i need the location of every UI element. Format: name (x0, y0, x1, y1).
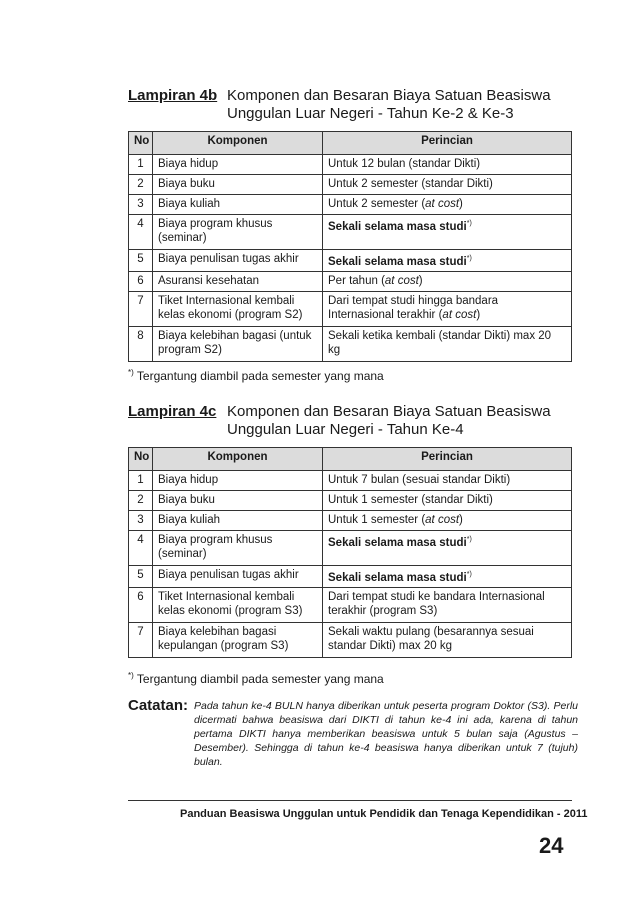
footnote-mark: *) (128, 671, 134, 680)
table-row (129, 250, 572, 272)
row-komponen: Biaya buku (153, 491, 323, 511)
row-komponen: Tiket Internasional kembali kelas ekonomi (program S3) (153, 587, 323, 622)
table-row (129, 155, 572, 175)
footnote (128, 671, 384, 686)
perincian-bold: Sekali selama masa studi (328, 220, 467, 233)
perincian-italic: at cost (425, 514, 460, 526)
table-row (129, 622, 572, 657)
row-komponen: Biaya hidup (153, 155, 323, 175)
perincian-text: Untuk 1 semester ( (328, 514, 426, 526)
row-number: 1 (129, 155, 153, 175)
section-title-line: Unggulan Luar Negeri - Tahun Ke-4 (227, 421, 464, 438)
footnote-mark: *) (466, 220, 472, 227)
header-no: No (129, 448, 153, 471)
row-komponen: Biaya kelebihan bagasi kepulangan (program S3) (153, 622, 323, 657)
row-perincian (323, 215, 572, 250)
row-komponen: Biaya hidup (153, 471, 323, 491)
table-header-row (129, 132, 572, 155)
row-komponen: Asuransi kesehatan (153, 271, 323, 291)
row-number: 3 (129, 511, 153, 531)
footnote-text: Tergantung diambil pada semester yang mana (133, 672, 384, 686)
section-title-line: Komponen dan Besaran Biaya Satuan Beasiswa (227, 403, 551, 420)
row-perincian (323, 291, 572, 326)
row-number: 7 (129, 291, 153, 326)
row-komponen: Biaya kuliah (153, 511, 323, 531)
page-number: 24 (539, 833, 564, 858)
perincian-italic: at cost (442, 308, 477, 321)
row-perincian: Sekali ketika kembali (standar Dikti) max 20 kg (323, 326, 572, 361)
row-number: 1 (129, 471, 153, 491)
table-row (129, 587, 572, 622)
section-label: Lampiran 4c (128, 403, 217, 420)
perincian-text: Per tahun ( (328, 274, 385, 287)
row-perincian (323, 511, 572, 531)
row-perincian (323, 195, 572, 215)
perincian-italic: at cost (425, 198, 460, 210)
row-perincian (323, 271, 572, 291)
perincian-text: Dari tempat studi hingga bandara Internasional terakhir ( (328, 294, 499, 321)
row-perincian: Untuk 7 bulan (sesuai standar Dikti) (323, 471, 572, 491)
footnote-text: Tergantung diambil pada semester yang mana (133, 369, 384, 383)
section-title-line: Unggulan Luar Negeri - Tahun Ke-2 & Ke-3 (227, 105, 514, 122)
row-komponen: Biaya program khusus (seminar) (153, 531, 323, 566)
row-perincian: Dari tempat studi ke bandara Internasional terakhir (program S3) (323, 587, 572, 622)
footnote-mark: *) (466, 536, 472, 543)
row-komponen: Biaya kelebihan bagasi (untuk program S2) (153, 326, 323, 361)
footnote-mark: *) (466, 255, 472, 262)
header-perincian: Perincian (323, 448, 572, 471)
table-4b (128, 131, 572, 362)
row-number: 6 (129, 271, 153, 291)
table-row (129, 271, 572, 291)
table-row (129, 531, 572, 566)
footnote-mark: *) (128, 368, 134, 377)
catatan-text: Pada tahun ke-4 BULN hanya diberikan untuk peserta program Doktor (S3). Perlu dicermati bahwa beasiswa dari DIKTI di tahun ke-4 ini ada, karena di tahun pertama DIKTI hanya memberikan beasiswa untuk 5 bulan saja (Agustus – Desember). Sehingga di tahun ke-4 beasiswa hanya diberikan untuk 7 (tujuh) bulan. (194, 700, 578, 768)
row-number: 3 (129, 195, 153, 215)
row-number: 5 (129, 566, 153, 588)
perincian-text: ) (459, 514, 463, 526)
footnote (128, 368, 384, 383)
perincian-text: ) (418, 274, 423, 287)
perincian-bold: Sekali selama masa studi (328, 255, 467, 268)
row-number: 6 (129, 587, 153, 622)
row-number: 5 (129, 250, 153, 272)
footnote-mark: *) (466, 571, 472, 578)
section-title (227, 403, 577, 439)
catatan-label: Catatan: (128, 697, 189, 714)
header-no: No (129, 132, 153, 155)
row-number: 4 (129, 531, 153, 566)
section-label: Lampiran 4b (128, 87, 218, 104)
perincian-text: ) (476, 308, 481, 321)
table-row (129, 491, 572, 511)
table-row (129, 175, 572, 195)
footer-text: Panduan Beasiswa Unggulan untuk Pendidik dan Tenaga Kependidikan - 2011 (180, 808, 588, 820)
row-komponen: Biaya penulisan tugas akhir (153, 566, 323, 588)
table-row (129, 195, 572, 215)
table-row (129, 326, 572, 361)
table-row (129, 291, 572, 326)
perincian-bold: Sekali selama masa studi (328, 536, 467, 549)
row-komponen: Biaya kuliah (153, 195, 323, 215)
table-row (129, 471, 572, 491)
row-perincian (323, 531, 572, 566)
row-number: 4 (129, 215, 153, 250)
row-perincian: Untuk 2 semester (standar Dikti) (323, 175, 572, 195)
row-number: 7 (129, 622, 153, 657)
row-komponen: Biaya program khusus (seminar) (153, 215, 323, 250)
row-perincian (323, 566, 572, 588)
row-perincian: Untuk 12 bulan (standar Dikti) (323, 155, 572, 175)
table-row (129, 566, 572, 588)
row-komponen: Tiket Internasional kembali kelas ekonomi (program S2) (153, 291, 323, 326)
row-perincian: Untuk 1 semester (standar Dikti) (323, 491, 572, 511)
table-row (129, 511, 572, 531)
perincian-text: Untuk 2 semester ( (328, 198, 426, 210)
table-row (129, 215, 572, 250)
section-title (227, 87, 577, 123)
table-header-row (129, 448, 572, 471)
section-title-line: Komponen dan Besaran Biaya Satuan Beasiswa (227, 87, 551, 104)
row-number: 2 (129, 175, 153, 195)
row-komponen: Biaya penulisan tugas akhir (153, 250, 323, 272)
row-perincian (323, 250, 572, 272)
row-perincian: Sekali waktu pulang (besarannya sesuai standar Dikti) max 20 kg (323, 622, 572, 657)
table-4c (128, 447, 572, 658)
footer-divider (128, 800, 572, 801)
header-perincian: Perincian (323, 132, 572, 155)
perincian-text: ) (459, 198, 463, 210)
row-komponen: Biaya buku (153, 175, 323, 195)
header-komponen: Komponen (153, 448, 323, 471)
header-komponen: Komponen (153, 132, 323, 155)
perincian-bold: Sekali selama masa studi (328, 571, 467, 584)
perincian-italic: at cost (384, 274, 419, 287)
row-number: 2 (129, 491, 153, 511)
row-number: 8 (129, 326, 153, 361)
